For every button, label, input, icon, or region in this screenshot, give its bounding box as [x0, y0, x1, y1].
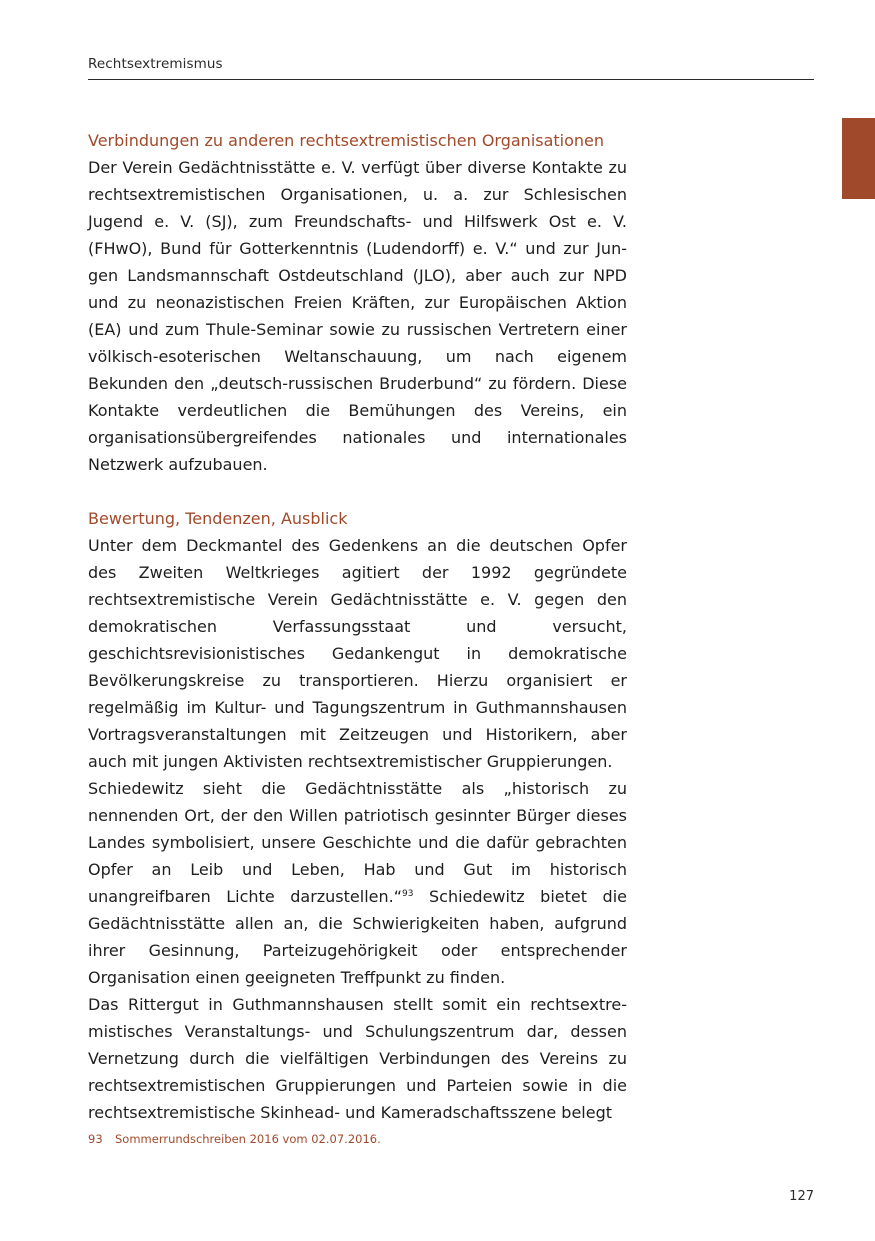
- paragraph-closing: Das Rittergut in Guthmannshausen stellt somit ein rechtsextremistisches Veranstaltungs- und Schulungszentrum dar, dessen Vernetzung durch die vielfältigen Verbindungen des Vereins zu rechtsextremistischen Gruppierungen und Parteien sowie in die rechtsextremistische Skinhead- und Kameradschaftsszene belegt: [88, 995, 627, 1122]
- chapter-marker-tab: [842, 118, 875, 199]
- paragraph-quote: [88, 775, 627, 991]
- header-divider: [88, 79, 814, 80]
- quote-continuation: Schiedewitz bietet die Gedächtnisstätte allen an, die Schwierigkeiten haben, aufgrund ihrer Gesinnung, Parteizugehörigkeit oder entsprechender Organisation einen geeigneten Treffpunkt zu finden.: [88, 887, 627, 987]
- running-header-title: Rechtsextremismus: [88, 56, 223, 72]
- page-number: 127: [789, 1189, 814, 1204]
- section-spacer: [88, 478, 627, 505]
- section-heading-assessment: Bewertung, Tendenzen, Ausblick: [88, 509, 348, 528]
- footnote: [88, 1132, 381, 1146]
- paragraph-connections: Der Verein Gedächtnisstätte e. V. verfügt über diverse Kontakte zu rechtsextremistischen Organisationen, u. a. zur Schlesischen Jugend e. V. (SJ), zum Freundschafts- und Hilfswerk Ost e. V. (FHwO), Bund für Gotterkenntnis (Ludendorff) e. V.“ und zur Jungen Landsmannschaft Ostdeutschland (JLO), aber auch zur NPD und zu neonazistischen Freien Kräften, zur Europäischen Aktion (EA) und zum Thule-Seminar sowie zu russischen Vertretern einer völkisch-esoterischen Weltanschauung, um nach eigenem Bekunden den „deutsch-russischen Bruderbund“ zu fördern. Diese Kontakte verdeutlichen die Bemühungen des Vereins, ein organisationsübergreifendes nationales und internationales Netzwerk aufzubauen.: [88, 158, 627, 474]
- quote-text: Schiedewitz sieht die Gedächtnisstätte als „historisch zu nennenden Ort, der den Willen patriotisch gesinnter Bürger dieses Landes symbolisiert, unsere Geschichte und die dafür gebrachten Opfer an Leib und Leben, Hab und Gut im historisch unangreifbaren Lichte darzustellen.“: [88, 779, 627, 906]
- footnote-text: Sommerrundschreiben 2016 vom 02.07.2016.: [115, 1132, 381, 1146]
- main-text-column: [88, 127, 627, 1126]
- footnote-number: 93: [88, 1132, 103, 1146]
- paragraph-assessment: Unter dem Deckmantel des Gedenkens an die deutschen Opfer des Zweiten Weltkrieges agitiert der 1992 gegründete rechtsextremistische Verein Gedächtnisstätte e. V. gegen den demokratischen Verfassungsstaat und versucht, geschichtsrevisionistisches Gedankengut in demokratische Bevölkerungskreise zu transportieren. Hierzu organisiert er regelmäßig im Kultur- und Tagungszentrum in Guthmannshausen Vortragsveranstaltungen mit Zeitzeugen und Historikern, aber auch mit jungen Aktivisten rechtsextremistischer Gruppierungen.: [88, 536, 627, 771]
- section-heading-connections: Verbindungen zu anderen rechtsextremistischen Organisationen: [88, 131, 605, 150]
- footnote-reference: 93: [402, 889, 414, 899]
